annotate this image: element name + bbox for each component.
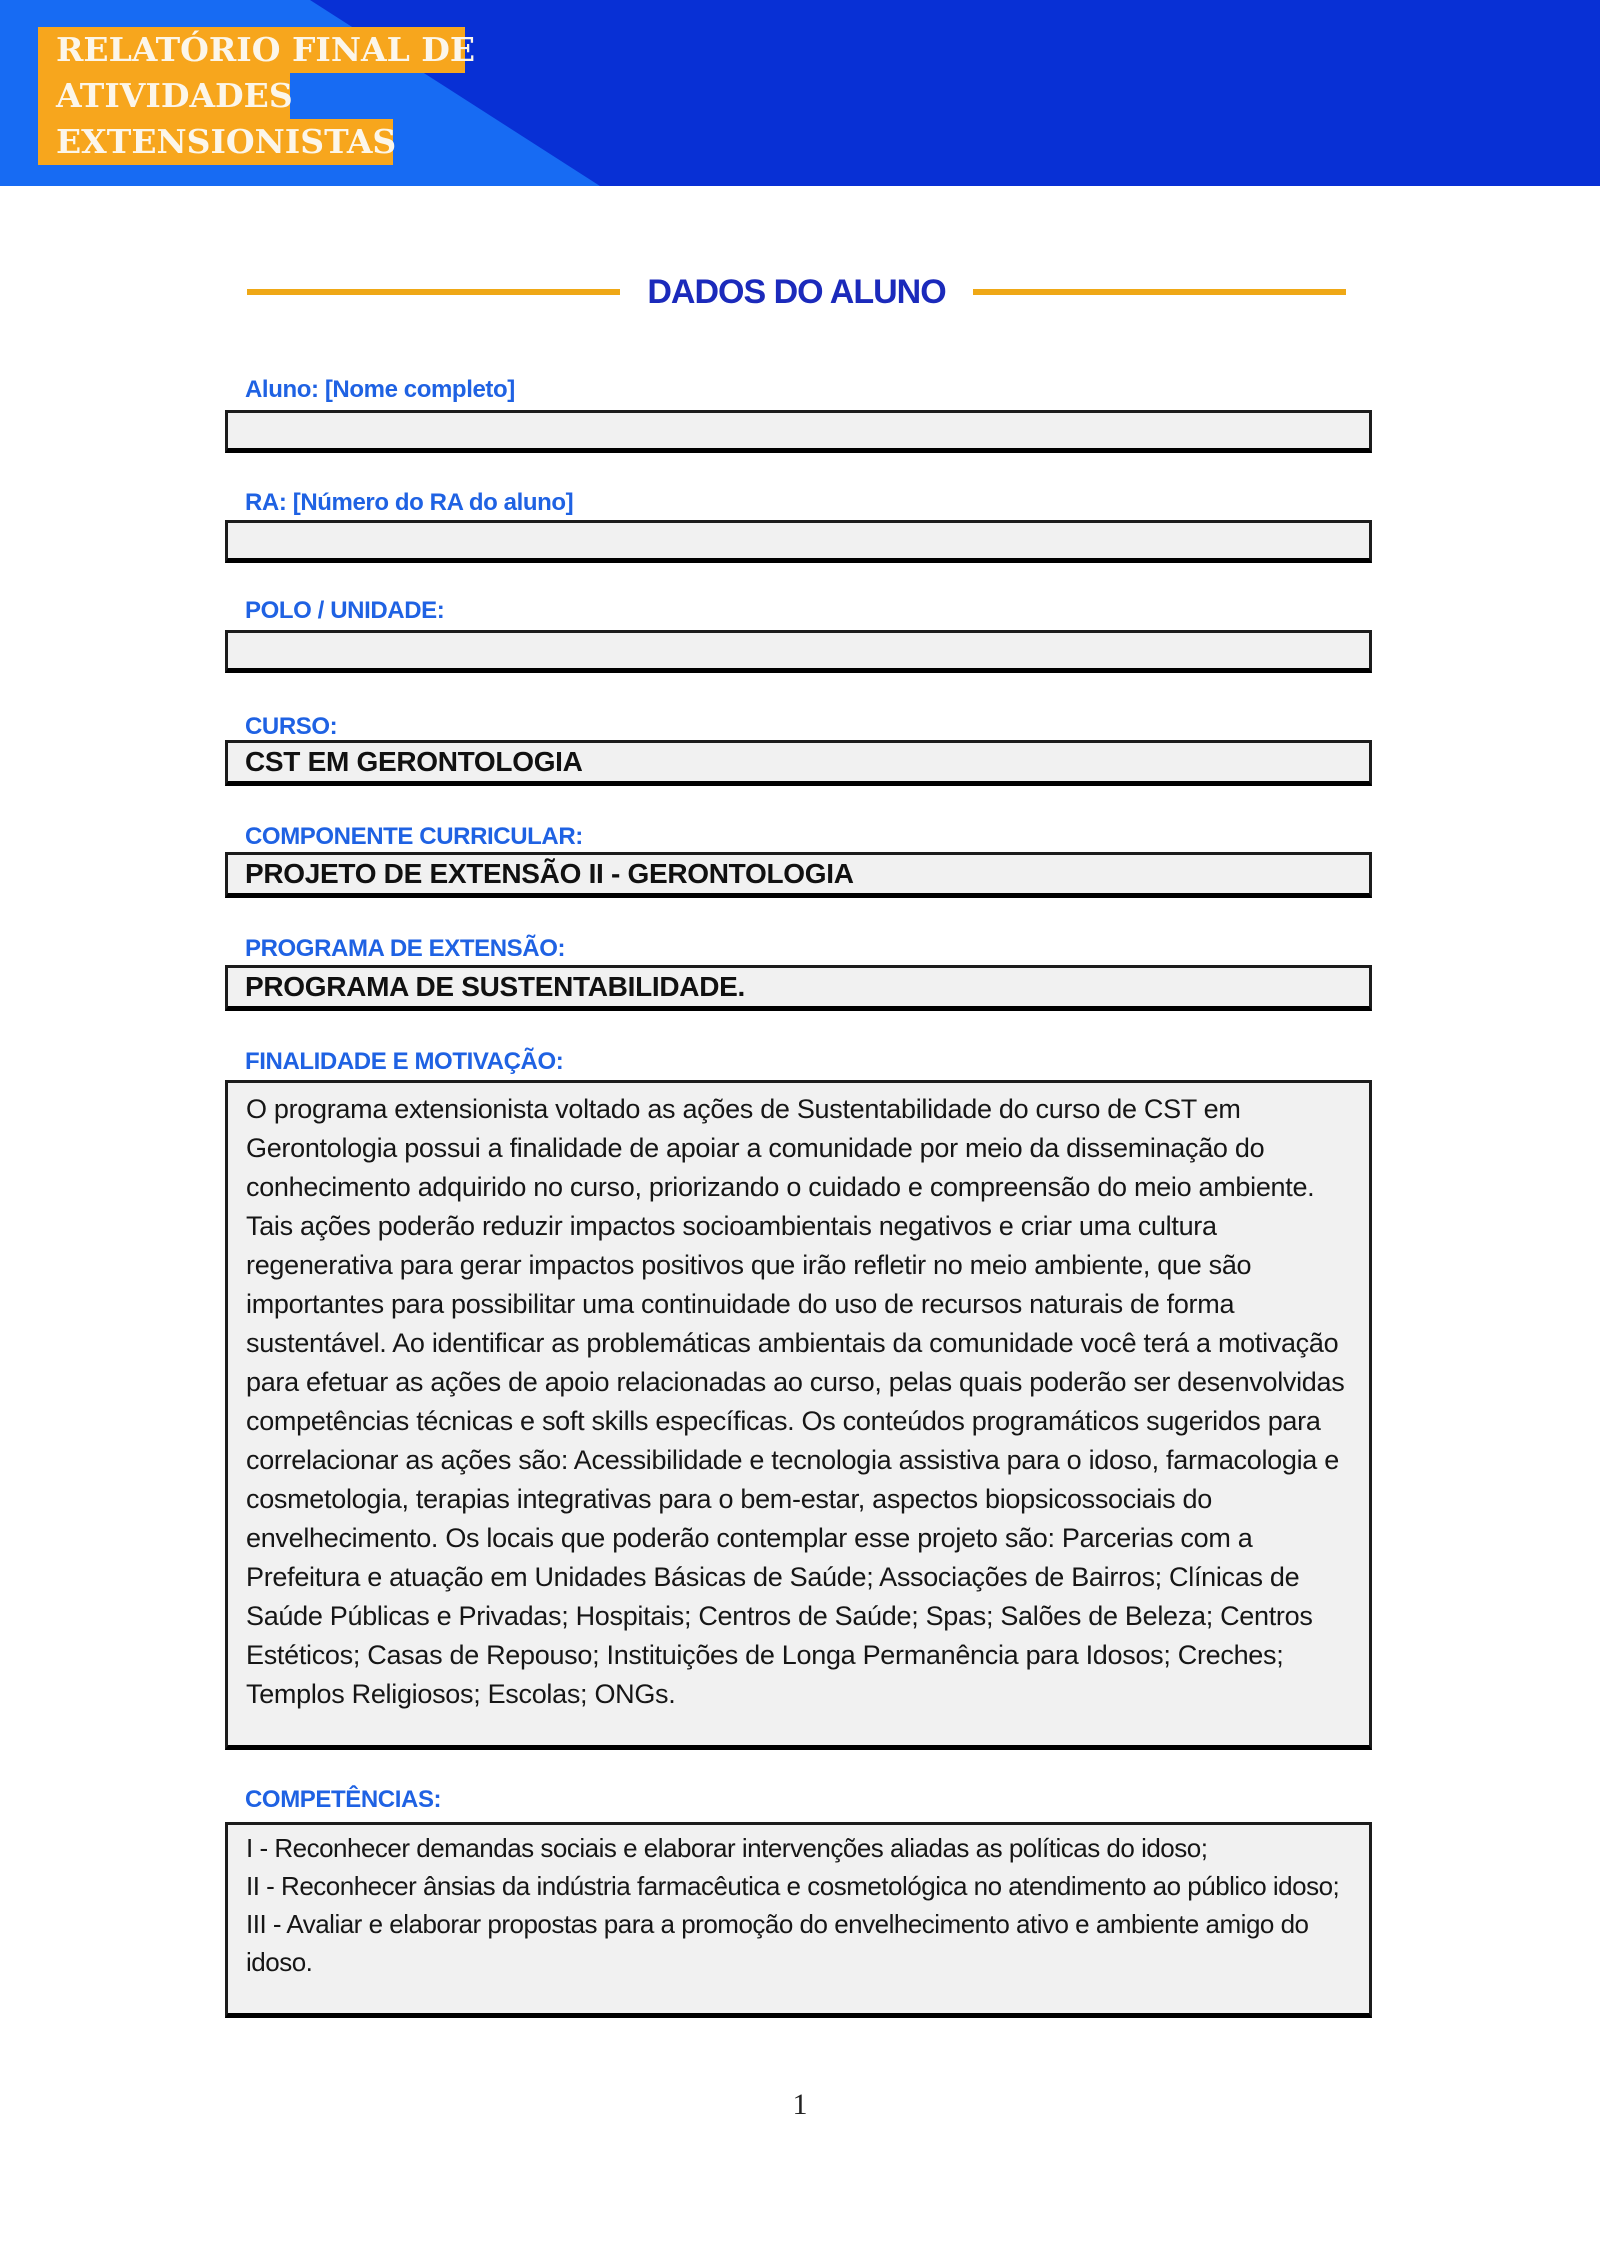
competencias-label: COMPETÊNCIAS: — [245, 1786, 442, 1813]
page-number: 1 — [792, 2088, 808, 2121]
componente-curricular-label: COMPONENTE CURRICULAR: — [245, 823, 583, 850]
programa-extensao-label: PROGRAMA DE EXTENSÃO: — [245, 935, 566, 962]
competencia-item-1: I - Reconhecer demandas sociais e elaborar intervenções aliadas as políticas do idoso; — [246, 1833, 1208, 1863]
heading-rule-right — [973, 289, 1346, 295]
banner-title-line-1: RELATÓRIO FINAL DE — [38, 27, 465, 73]
aluno-input[interactable] — [225, 410, 1372, 453]
polo-unidade-label: POLO / UNIDADE: — [245, 597, 445, 624]
banner-title-line-3: EXTENSIONISTAS — [38, 119, 393, 165]
finalidade-motivacao-text: O programa extensionista voltado as ações de Sustentabilidade do curso de CST em Gerontologia possui a finalidade de apoiar a comunidade por meio da disseminação do conhecimento adquirido no curso, priorizando o cuidado e compreensão do meio ambiente. Tais ações poderão reduzir impactos socioambientais negativos e criar uma cultura regenerativa para gerar impactos positivos que irão refletir no meio ambiente, que são importantes para possibilitar uma continuidade do uso de recursos naturais de forma sustentável. Ao identificar as problemáticas ambientais da comunidade você terá a motivação para efetuar as ações de apoio relacionadas ao curso, pelas quais poderão ser desenvolvidas competências técnicas e soft skills específicas. Os conteúdos programáticos sugeridos para correlacionar as ações são: Acessibilidade e tecnologia assistiva para o idoso, farmacologia e cosmetologia, terapias integrativas para o bem-estar, aspectos biopsicossociais do envelhecimento. Os locais que poderão contemplar esse projeto são: Parcerias com a Prefeitura e atuação em Unidades Básicas de Saúde; Associações de Bairros; Clínicas de Saúde Públicas e Privadas; Hospitais; Centros de Saúde; Spas; Salões de Beleza; Centros Estéticos; Casas de Repouso; Instituições de Longa Permanência para Idosos; Creches; Templos Religiosos; Escolas; ONGs. — [225, 1080, 1372, 1750]
section-title: DADOS DO ALUNO — [647, 273, 946, 311]
competencias-list — [225, 1822, 1372, 2018]
curso-value: CST EM GERONTOLOGIA — [225, 740, 1372, 786]
section-heading — [247, 270, 1346, 314]
banner-title — [38, 27, 476, 165]
header-banner — [0, 0, 1600, 186]
curso-label: CURSO: — [245, 713, 338, 740]
componente-curricular-value: PROJETO DE EXTENSÃO II - GERONTOLOGIA — [225, 852, 1372, 898]
programa-extensao-value: PROGRAMA DE SUSTENTABILIDADE. — [225, 965, 1372, 1011]
competencia-item-2: II - Reconhecer ânsias da indústria farmacêutica e cosmetológica no atendimento ao público idoso; — [246, 1871, 1340, 1901]
polo-unidade-input[interactable] — [225, 630, 1372, 673]
ra-input[interactable] — [225, 520, 1372, 563]
aluno-label: Aluno: [Nome completo] — [245, 376, 515, 403]
finalidade-motivacao-label: FINALIDADE E MOTIVAÇÃO: — [245, 1048, 564, 1075]
banner-title-line-2: ATIVIDADES — [38, 73, 290, 119]
heading-rule-left — [247, 289, 620, 295]
ra-label: RA: [Número do RA do aluno] — [245, 489, 574, 516]
competencia-item-3: III - Avaliar e elaborar propostas para a promoção do envelhecimento ativo e ambiente amigo do idoso. — [246, 1909, 1309, 1977]
